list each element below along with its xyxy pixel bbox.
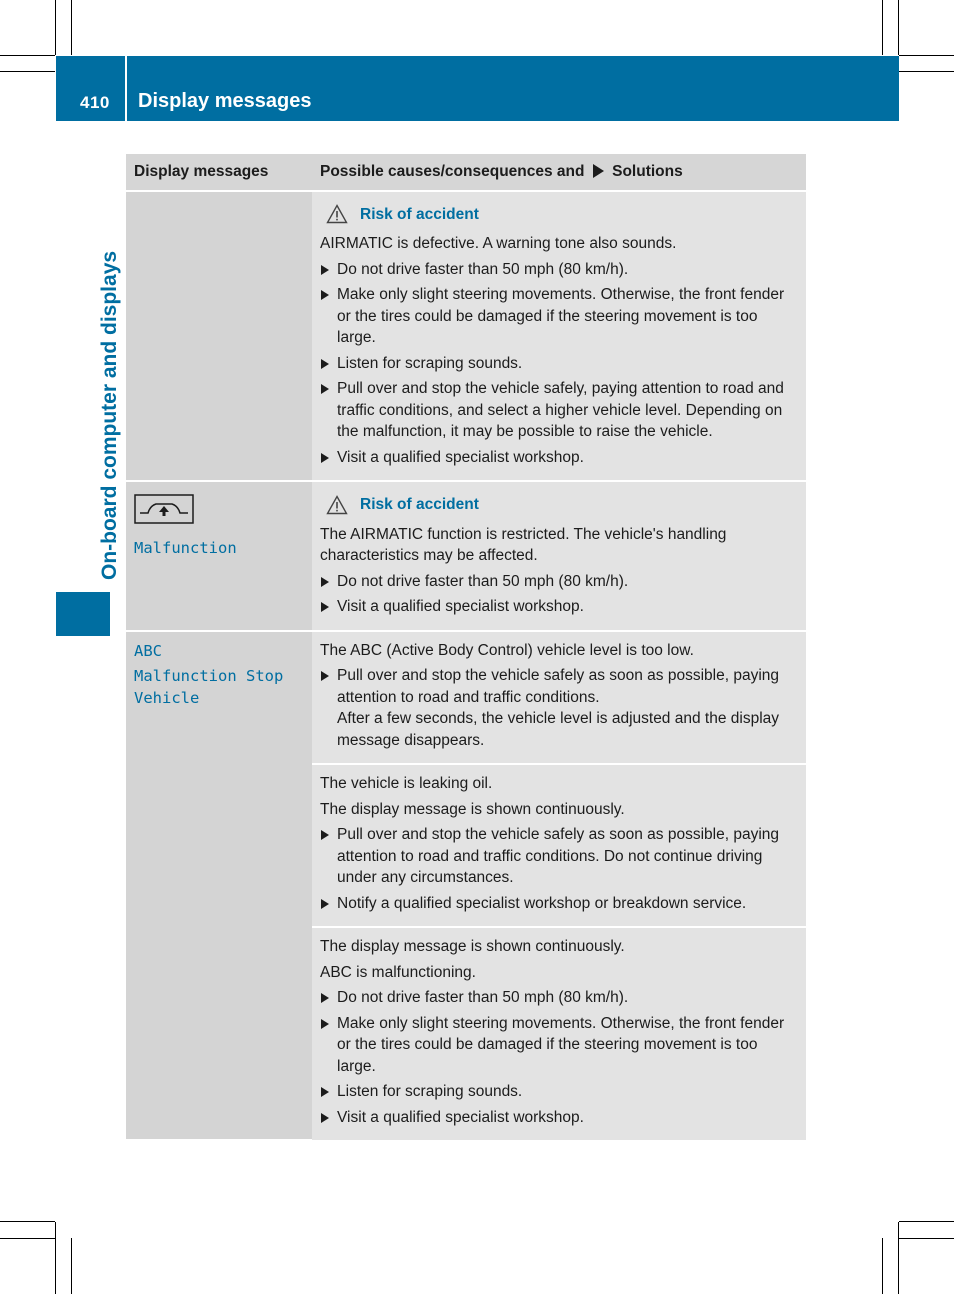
message-cell (126, 631, 312, 1141)
solution-step-text: Visit a qualified specialist workshop. (337, 1108, 584, 1126)
step-bullet-icon (321, 993, 329, 1003)
message-cell (126, 481, 312, 631)
step-bullet-icon (321, 359, 329, 369)
solution-step (320, 378, 798, 443)
solution-step (320, 571, 798, 593)
display-message-text: Malfunction Stop (134, 666, 284, 685)
solution-step-text: Make only slight steering movements. Otherwise, the front fender or the tires could be damaged if the steering movement is too large. (337, 1014, 785, 1075)
cause-text: AIRMATIC is defective. A warning tone also sounds. (320, 235, 677, 252)
display-message-text: ABC (134, 641, 162, 660)
solution-step-text: Pull over and stop the vehicle safely as soon as possible, paying attention to road and traffic conditions. (337, 667, 780, 706)
step-bullet-icon (321, 1019, 329, 1029)
step-bullet-icon (321, 290, 329, 300)
solution-step (320, 665, 798, 751)
display-message-text: Malfunction (134, 538, 237, 557)
solution-cell (312, 191, 806, 482)
solution-steps (320, 824, 798, 914)
solution-step-text: Do not drive faster than 50 mph (80 km/h). (337, 572, 629, 590)
solution-step (320, 1013, 798, 1078)
crop-mark (55, 1222, 56, 1294)
solution-steps (320, 259, 798, 469)
step-bullet-icon (321, 453, 329, 463)
step-bullet-icon (321, 899, 329, 909)
crop-mark (71, 0, 72, 55)
crop-mark (899, 55, 954, 56)
header-divider (125, 56, 127, 121)
cause-text: The display message is shown continuously. (320, 938, 625, 955)
crop-mark (899, 1221, 954, 1222)
step-bullet-icon (321, 265, 329, 275)
step-bullet-icon (321, 671, 329, 681)
crop-mark (0, 1221, 55, 1222)
section-tab (56, 592, 110, 636)
vehicle-level-icon (134, 494, 194, 524)
solution-step-text: Listen for scraping sounds. (337, 1083, 523, 1100)
step-bullet-icon (321, 830, 329, 840)
warning-label: Risk of accident (360, 205, 479, 223)
cause-text: The ABC (Active Body Control) vehicle level is too low. (320, 641, 694, 659)
solution-step (320, 596, 798, 618)
solution-steps (320, 665, 798, 751)
warning-label: Risk of accident (360, 496, 479, 513)
crop-mark (882, 1238, 883, 1294)
solution-step-text: Pull over and stop the vehicle safely, paying attention to road and traffic conditions, and select a higher vehicle level. Depending on the malfunction, it may be possible to raise the vehicle. (337, 380, 784, 440)
solution-step (320, 259, 798, 281)
solution-step (320, 284, 798, 349)
cause-text: The vehicle is leaking oil. (320, 775, 493, 792)
solution-step (320, 824, 798, 889)
display-messages-table (126, 154, 806, 1141)
page-title: Display messages (138, 90, 312, 112)
step-bullet-icon (321, 1087, 329, 1097)
solution-step (320, 353, 798, 375)
arrow-right-icon (593, 164, 604, 178)
crop-mark (882, 0, 883, 55)
solution-step-note: After a few seconds, the vehicle level is adjusted and the display message disappears. (337, 710, 780, 749)
crop-mark (898, 1222, 899, 1294)
crop-mark (71, 1238, 72, 1294)
solution-step-text: Visit a qualified specialist workshop. (337, 598, 584, 615)
solution-step-text: Notify a qualified specialist workshop or breakdown service. (337, 894, 747, 912)
crop-mark (899, 1238, 954, 1239)
solution-steps (320, 987, 798, 1128)
solution-step (320, 1081, 798, 1103)
solution-step (320, 893, 798, 915)
step-bullet-icon (321, 602, 329, 612)
warning-heading (326, 494, 798, 516)
solution-step-text: Listen for scraping sounds. (337, 354, 523, 372)
table-row (126, 631, 806, 765)
warning-heading (326, 204, 798, 226)
step-bullet-icon (321, 577, 329, 587)
crop-mark (899, 71, 954, 72)
cause-text: The display message is shown continuously. (320, 800, 625, 818)
cause-text: ABC is malfunctioning. (320, 963, 476, 981)
crop-mark (898, 0, 899, 55)
crop-mark (0, 71, 55, 72)
crop-mark (55, 0, 56, 55)
solution-step-text: Do not drive faster than 50 mph (80 km/h). (337, 260, 629, 278)
table-header-row (126, 154, 806, 191)
step-bullet-icon (321, 1113, 329, 1123)
table-row (126, 481, 806, 631)
step-bullet-icon (321, 384, 329, 394)
column-header-causes-label: Possible causes/consequences and (320, 163, 585, 180)
solution-step-text: Visit a qualified specialist workshop. (337, 448, 584, 466)
solution-step-text: Do not drive faster than 50 mph (80 km/h). (337, 989, 629, 1006)
display-message-text: Vehicle (134, 688, 200, 707)
solution-steps (320, 571, 798, 618)
column-header-solutions-label: Solutions (612, 163, 683, 180)
table-row (126, 191, 806, 482)
solution-cell (312, 927, 806, 1140)
warning-triangle-icon (326, 495, 348, 515)
crop-mark (0, 1238, 55, 1239)
solution-cell (312, 481, 806, 631)
solution-step-text: Make only slight steering movements. Otherwise, the front fender or the tires could be damaged if the steering movement is too large. (337, 286, 785, 346)
message-cell (126, 191, 312, 482)
column-header-causes (312, 154, 806, 191)
solution-step (320, 1107, 798, 1129)
solution-cell (312, 631, 806, 765)
solution-cell (312, 764, 806, 927)
solution-step (320, 447, 798, 469)
column-header-messages: Display messages (126, 154, 312, 191)
page-number: 410 (80, 93, 110, 112)
cause-text: The AIRMATIC function is restricted. The vehicle's handling characteristics may be affected. (320, 525, 727, 564)
crop-mark (0, 55, 55, 56)
section-title: On-board computer and displays (98, 250, 121, 580)
solution-step (320, 987, 798, 1009)
warning-triangle-icon (326, 204, 348, 224)
solution-step-text: Pull over and stop the vehicle safely as soon as possible, paying attention to road and traffic conditions. Do not continue driving under any circumstances. (337, 826, 780, 886)
